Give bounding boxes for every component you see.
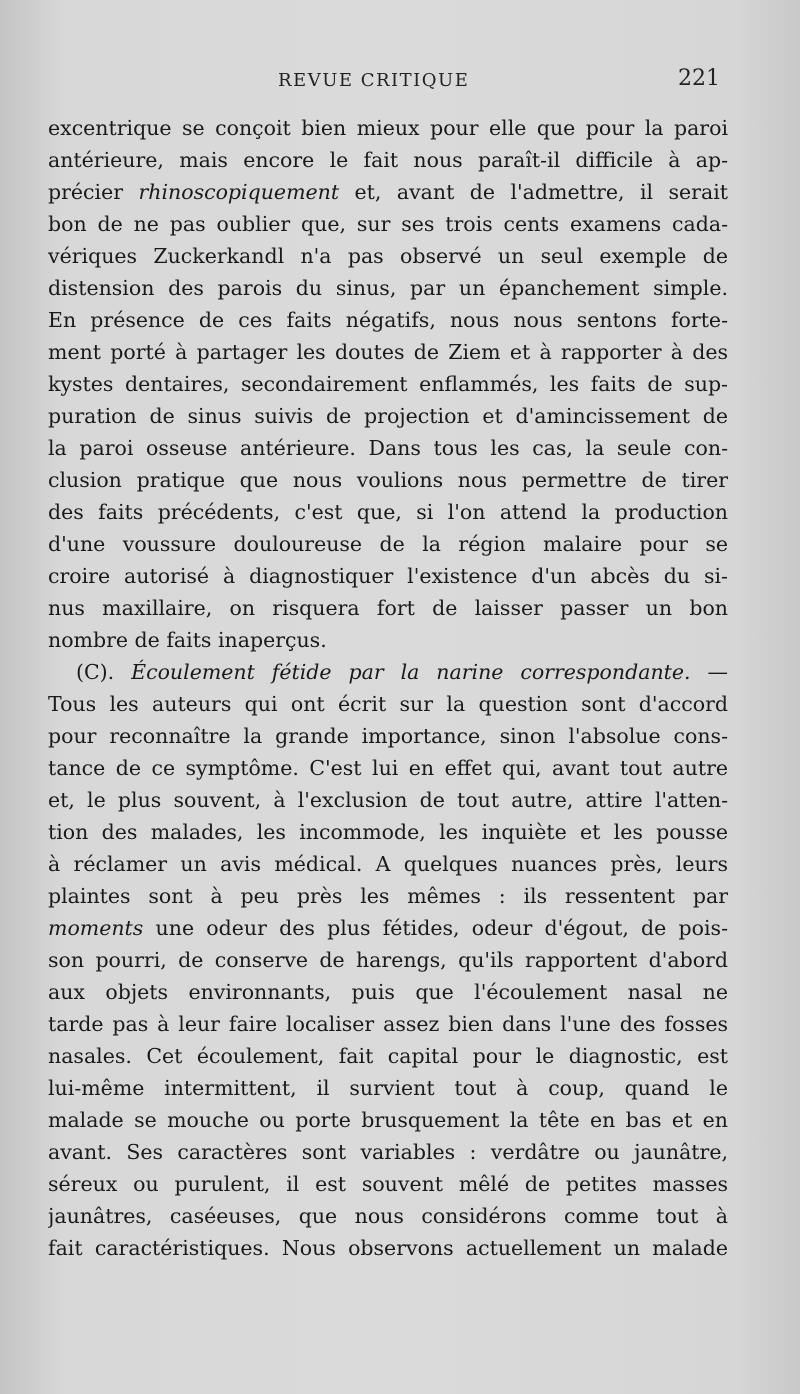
text-line: nus maxillaire, on risquera fort de laisser passer un bon [48, 596, 728, 620]
text-line: son pourri, de conserve de harengs, qu'ils rapportent d'abord [48, 948, 728, 972]
text-line: tarde pas à leur faire localiser assez bien dans l'une des fosses [48, 1012, 728, 1036]
text-line: tion des malades, les incommode, les inquiète et les pousse [48, 820, 728, 844]
italic-run: rhinoscopiquement [138, 180, 340, 204]
text-run: et, avant de l'admettre, il serait [339, 180, 728, 204]
text-line: et, le plus souvent, à l'exclusion de tout autre, attire l'atten- [48, 788, 728, 812]
text-line: antérieure, mais encore le fait nous paraît-il difficile à ap- [48, 148, 728, 172]
text-line: plaintes sont à peu près les mêmes : ils ressentent par [48, 884, 728, 908]
text-line: fait caractéristiques. Nous observons actuellement un malade [48, 1236, 728, 1260]
text-run: une odeur des plus fétides, odeur d'égout, de pois- [143, 916, 728, 940]
text-line: En présence de ces faits négatifs, nous nous sentons forte- [48, 308, 728, 332]
text-line: ment porté à partager les doutes de Ziem et à rapporter à des [48, 340, 728, 364]
text-line: puration de sinus suivis de projection et d'amincissement de [48, 404, 728, 428]
text-line: tance de ce symptôme. C'est lui en effet qui, avant tout autre [48, 756, 728, 780]
text-line: excentrique se conçoit bien mieux pour elle que pour la paroi [48, 116, 728, 140]
text-line: malade se mouche ou porte brusquement la tête en bas et en [48, 1108, 728, 1132]
text-line: jaunâtres, caséeuses, que nous considérons comme tout à [48, 1204, 728, 1228]
text-line: kystes dentaires, secondairement enflammés, les faits de sup- [48, 372, 728, 396]
text-line: croire autorisé à diagnostiquer l'existence d'un abcès du si- [48, 564, 728, 588]
page-number: 221 [678, 66, 720, 91]
text-run: précier [48, 180, 139, 204]
section-title: Écoulement fétide par la narine correspondante. [131, 660, 691, 684]
text-line: clusion pratique que nous voulions nous permettre de tirer [48, 468, 728, 492]
text-line: pour reconnaître la grande importance, sinon l'absolue cons- [48, 724, 728, 748]
text-line: à réclamer un avis médical. A quelques nuances près, leurs [48, 852, 728, 876]
italic-run: moments [48, 916, 144, 940]
text-line [48, 176, 728, 208]
section-label: (C). [76, 660, 132, 684]
text-line: séreux ou purulent, il est souvent mêlé de petites masses [48, 1172, 728, 1196]
body-text [48, 112, 728, 1264]
text-line: des faits précédents, c'est que, si l'on attend la production [48, 500, 728, 524]
text-line: avant. Ses caractères sont variables : verdâtre ou jaunâtre, [48, 1140, 728, 1164]
text-line: nasales. Cet écoulement, fait capital pour le diagnostic, est [48, 1044, 728, 1068]
text-line: aux objets environnants, puis que l'écoulement nasal ne [48, 980, 728, 1004]
running-head [48, 66, 728, 96]
text-line [48, 912, 728, 944]
text-line: bon de ne pas oublier que, sur ses trois cents examens cada- [48, 212, 728, 236]
section-dash: — [690, 660, 728, 684]
text-line: lui-même intermittent, il survient tout à coup, quand le [48, 1076, 728, 1100]
running-title: REVUE CRITIQUE [278, 70, 470, 91]
text-line: distension des parois du sinus, par un épanchement simple. [48, 276, 728, 300]
text-line: nombre de faits inaperçus. [48, 628, 327, 652]
text-line: d'une voussure douloureuse de la région malaire pour se [48, 532, 728, 556]
text-line: Tous les auteurs qui ont écrit sur la question sont d'accord [48, 692, 728, 716]
text-line: la paroi osseuse antérieure. Dans tous les cas, la seule con- [48, 436, 728, 460]
text-line: vériques Zuckerkandl n'a pas observé un seul exemple de [48, 244, 728, 268]
section-heading-line [48, 656, 728, 688]
